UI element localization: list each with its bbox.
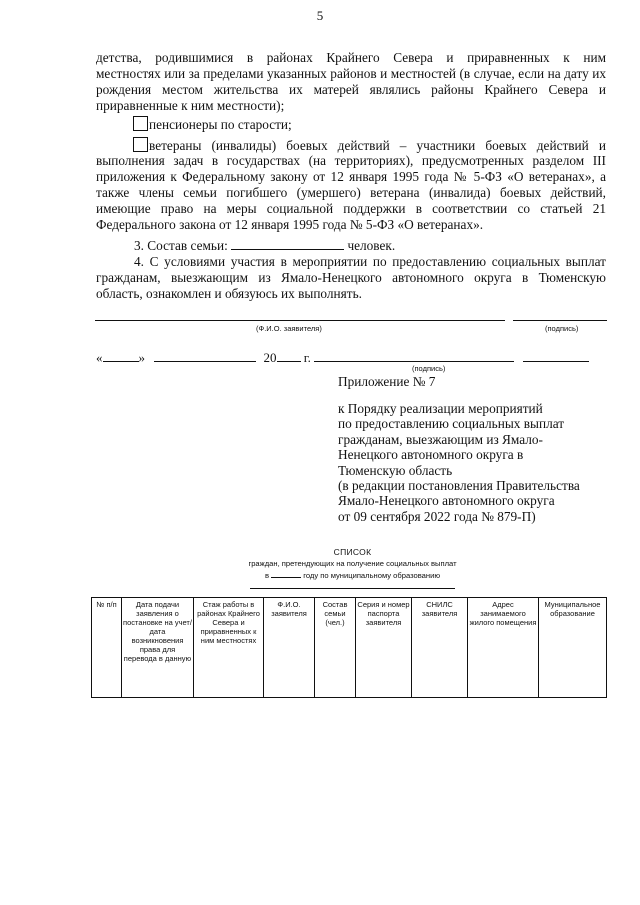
applicants-table xyxy=(91,597,607,698)
appendix-line: Ямало-Ненецкого автономного округа xyxy=(338,493,555,509)
date-g-label: г. xyxy=(303,350,311,365)
appendix-line: Ненецкого автономного округа в xyxy=(338,447,524,463)
appendix-line: от 09 сентября 2022 года № 879-П) xyxy=(338,508,536,524)
col-work-experience: Стаж работы в районах Крайнего Севера и приравненных к ним местностях xyxy=(194,598,264,698)
appendix-title: Приложение № 7 xyxy=(338,374,436,389)
para-continuation-line1: детства, родившимися в районах Крайнего Севера и приравненных к ним xyxy=(96,50,606,65)
veterans-label: ветераны (инвалиды) боевых действий – участники боевых действий и xyxy=(149,138,606,153)
pensioners-checkbox[interactable] xyxy=(133,116,148,131)
list-title: СПИСОК xyxy=(333,547,372,557)
conditions-paragraph: 4. С условиями участия в мероприятии по предоставлению социальных выплат гражданам, выезжающим из Ямало-Ненецкого автономного округа в Тюменскую область, ознакомлен и обязуюсь их выполнять. xyxy=(96,254,606,302)
municipality-line[interactable] xyxy=(250,588,455,589)
date-day-field[interactable] xyxy=(103,349,139,362)
appendix-line: к Порядку реализации мероприятий xyxy=(338,401,543,416)
col-municipality: Муниципальное образование xyxy=(539,598,607,698)
appendix-block xyxy=(338,401,608,524)
signature-line[interactable] xyxy=(513,320,607,321)
col-application-date: Дата подачи заявления о постановке на учет/ дата возникновения права для перевода в данную xyxy=(122,598,194,698)
date-signature-field[interactable] xyxy=(523,349,589,362)
veterans-line1 xyxy=(133,137,606,154)
col-passport: Серия и номер паспорта заявителя xyxy=(356,598,412,698)
pensioners-line xyxy=(133,116,603,133)
date-extra-field[interactable] xyxy=(314,349,514,362)
pensioners-label: пенсионеры по старости; xyxy=(149,117,292,132)
family-label: 3. Состав семьи: xyxy=(134,238,228,253)
col-number: № п/п xyxy=(92,598,122,698)
family-suffix: человек. xyxy=(347,238,396,253)
list-year-line xyxy=(0,569,640,581)
date-year-field[interactable] xyxy=(277,349,301,362)
col-fio: Ф.И.О. заявителя xyxy=(264,598,315,698)
list-year-prefix: в xyxy=(264,571,269,580)
col-address: Адрес занимаемого жилого помещения xyxy=(468,598,539,698)
fio-signature-line[interactable] xyxy=(95,320,505,321)
list-subtitle: граждан, претендующих на получение социальных выплат xyxy=(248,559,457,568)
signature-caption: (подпись) xyxy=(545,324,579,333)
date-year-prefix: 20 xyxy=(263,350,277,365)
table-header-row xyxy=(92,598,607,698)
family-count-field[interactable] xyxy=(231,237,344,250)
veterans-paragraph: выполнения задач в государствах (на территориях), предусмотренных разделом III приложения к Федеральному закону от 12 января 1995 года № 5-ФЗ «О ветеранах», а также члены семьи погибшего (умершего) ветерана (инвалида) боевых действий, имеющие право на меры социальной поддержки в соответствии со статьей 21 Федерального закона от 12 января 1995 года № 5-ФЗ «О ветеранах». xyxy=(96,153,606,233)
list-year-suffix: году по муниципальному образованию xyxy=(303,571,441,580)
page-number: 5 xyxy=(316,8,324,23)
veterans-checkbox[interactable] xyxy=(133,137,148,152)
col-family-size: Состав семьи (чел.) xyxy=(315,598,356,698)
date-quote-close: » xyxy=(138,350,145,365)
date-line xyxy=(96,349,589,366)
appendix-line: (в редакции постановления Правительства xyxy=(338,478,580,494)
signature-caption-2: (подпись) xyxy=(412,364,446,373)
col-snils: СНИЛС заявителя xyxy=(412,598,468,698)
family-composition-line xyxy=(134,237,614,254)
date-quote-open: « xyxy=(96,350,103,365)
fio-caption: (Ф.И.О. заявителя) xyxy=(256,324,322,333)
list-year-field[interactable] xyxy=(271,569,301,578)
appendix-line: по предоставлению социальных выплат xyxy=(338,416,565,432)
appendix-line: Тюменскую область xyxy=(338,462,453,478)
appendix-line: гражданам, выезжающим из Ямало- xyxy=(338,431,543,447)
date-month-field[interactable] xyxy=(154,349,256,362)
para-continuation-rest: местностях или за пределами указанных районов и местностей (в случае, если на дату их рождения местом жительства их матерей являлись районы Крайнего Севера и приравненные к ним местности); xyxy=(96,66,606,114)
